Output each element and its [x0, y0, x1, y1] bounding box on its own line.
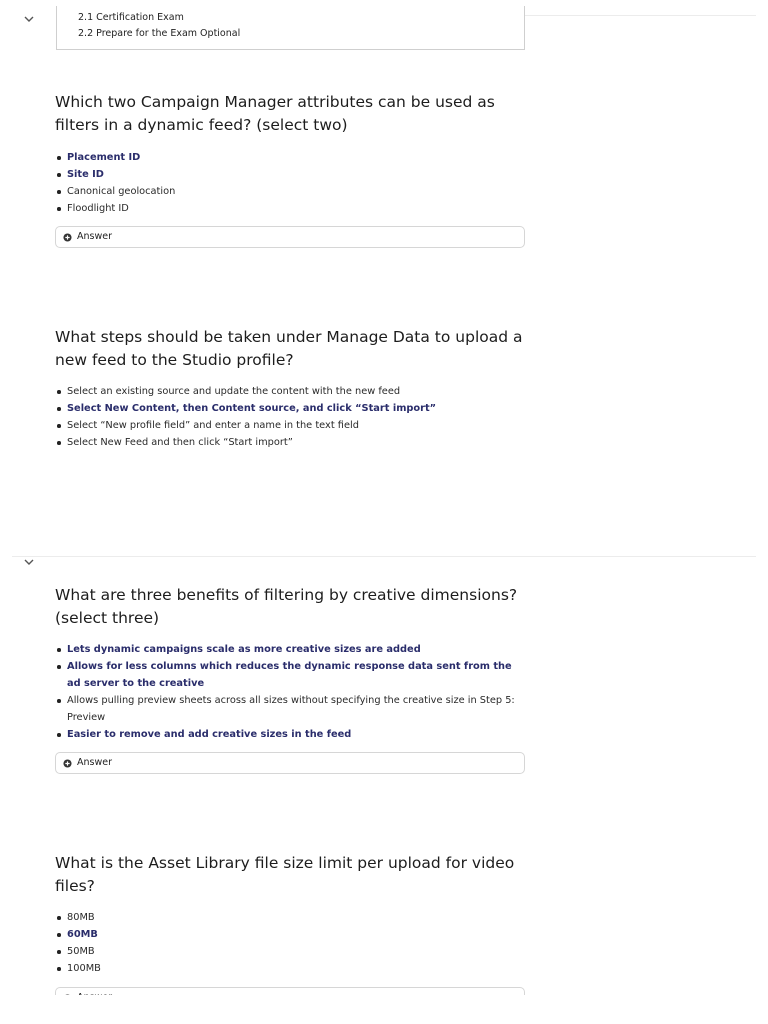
option-item: 80MB [55, 909, 525, 926]
answer-toggle-button[interactable] [55, 752, 525, 774]
option-item: Site ID [55, 166, 525, 183]
option-item: Canonical geolocation [55, 183, 525, 200]
toc-item-certification-exam[interactable]: 2.1 Certification Exam [78, 12, 184, 23]
option-item: Floodlight ID [55, 200, 525, 217]
option-item: Select New Feed and then click “Start import” [55, 434, 525, 451]
option-item: Placement ID [55, 149, 525, 166]
question-title: What are three benefits of filtering by creative dimensions? (select three) [55, 586, 518, 627]
answer-label: Answer [77, 757, 112, 768]
toc-dropdown [56, 6, 525, 50]
answer-label: Answer [77, 231, 112, 242]
question-title: What steps should be taken under Manage Data to upload a new feed to the Studio profile? [55, 328, 523, 369]
chevron-down-icon [23, 15, 35, 23]
option-item: 100MB [55, 960, 525, 977]
collapse-section-toggle[interactable] [23, 558, 37, 568]
answer-toggle-button[interactable] [55, 226, 525, 248]
toc-item-prepare-exam[interactable]: 2.2 Prepare for the Exam Optional [78, 28, 241, 39]
options-list [55, 909, 525, 977]
option-item: Allows pulling preview sheets across all sizes without specifying the creative size in Step 5: Preview [55, 692, 525, 726]
chevron-down-icon [23, 558, 35, 566]
option-item: Select New Content, then Content source, and click “Start import” [55, 400, 525, 417]
plus-circle-icon [63, 233, 72, 242]
collapse-section-toggle[interactable] [23, 15, 37, 25]
options-list [55, 641, 525, 743]
option-item: Lets dynamic campaigns scale as more creative sizes are added [55, 641, 525, 658]
option-item: Easier to remove and add creative sizes in the feed [55, 726, 525, 743]
option-item: Allows for less columns which reduces the dynamic response data sent from the ad server to the creative [55, 658, 525, 692]
option-item: 50MB [55, 943, 525, 960]
section-divider [12, 556, 756, 557]
options-list [55, 383, 525, 451]
question-title: Which two Campaign Manager attributes can be used as filters in a dynamic feed? (select two) [55, 93, 495, 134]
viewport-cutoff [0, 995, 768, 1024]
option-item: 60MB [55, 926, 525, 943]
option-item: Select “New profile field” and enter a name in the text field [55, 417, 525, 434]
options-list [55, 149, 525, 217]
option-item: Select an existing source and update the content with the new feed [55, 383, 525, 400]
plus-circle-icon [63, 759, 72, 768]
question-title: What is the Asset Library file size limit per upload for video files? [55, 854, 515, 895]
